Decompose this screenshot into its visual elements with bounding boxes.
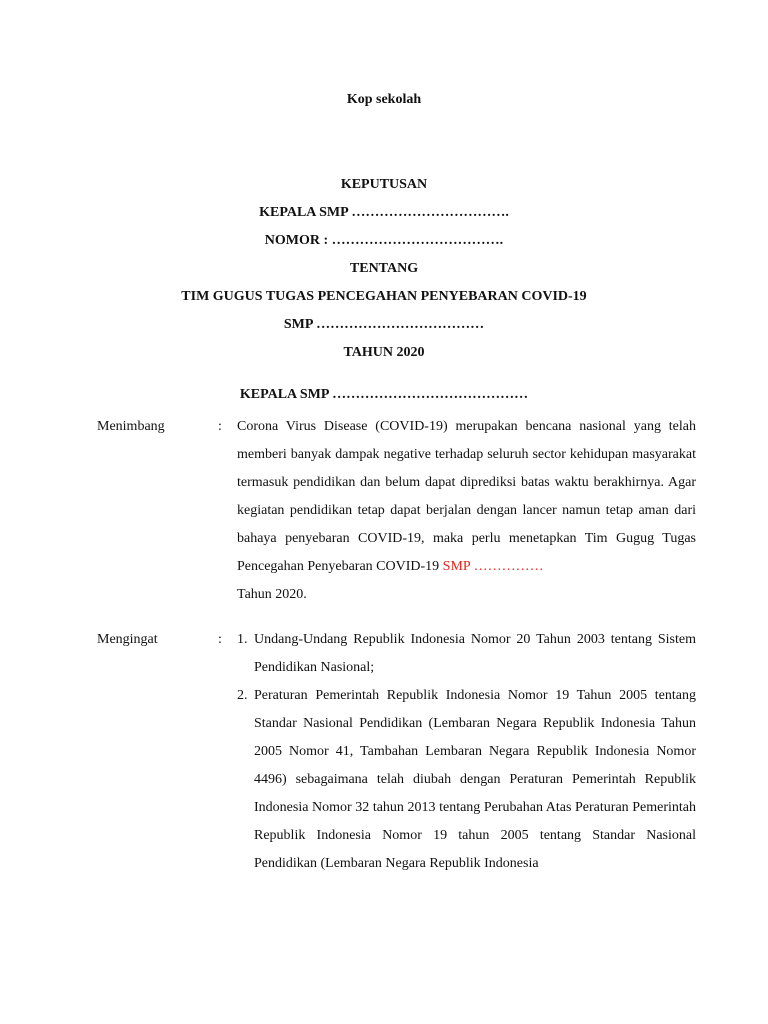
nomor-line: NOMOR : ……………………………….: [264, 233, 504, 248]
list-item-number: 2.: [237, 688, 248, 703]
keputusan-heading: KEPUTUSAN: [340, 177, 428, 192]
tentang-heading: TENTANG: [349, 261, 419, 276]
menimbang-text: Corona Virus Disease (COVID-19) merupakan bencana nasional yang telah memberi banyak dampak negative terhadap seluruh sector kehidupan masyarakat termasuk pendidikan dan belum dapat diprediksi batas waktu berakhirnya. Agar kegiatan pendidikan tetap dapat berjalan dengan lancer namun tetap aman dari bahaya penyebaran COVID-19, maka perlu menetapkan Tim Gugug Tugas Pencegahan Penyebaran COVID-19: [237, 419, 696, 574]
mengingat-label: Mengingat: [97, 632, 158, 647]
menimbang-text-end: Tahun 2020.: [237, 587, 307, 602]
kop-sekolah: Kop sekolah: [346, 92, 422, 107]
mengingat-item-2: [237, 682, 696, 878]
menimbang-colon: :: [218, 419, 222, 434]
mengingat-item-1: [237, 626, 696, 682]
menimbang-smp-highlight: SMP ……………: [442, 559, 544, 574]
list-item-text: Peraturan Pemerintah Republik Indonesia Nomor 19 Tahun 2005 tentang Standar Nasional Pendidikan (Lembaran Negara Republik Indonesia Tahun 2005 Nomor 41, Tambahan Lembaran Negara Republik Indonesia Nomor 4496) sebagaimana telah diubah dengan Peraturan Pemerintah Republik Indonesia Nomor 32 tahun 2013 tentang Perubahan Atas Peraturan Pemerintah Republik Indonesia Nomor 19 tahun 2005 tentang Standar Nasional Pendidikan (Lembaran Negara Republik Indonesia: [254, 688, 696, 871]
mengingat-colon: :: [218, 632, 222, 647]
list-item-text: Undang-Undang Republik Indonesia Nomor 20 Tahun 2003 tentang Sistem Pendidikan Nasional;: [254, 632, 696, 675]
smp-line: SMP ………………………………: [283, 317, 485, 332]
kepala-smp-line: KEPALA SMP …………………………….: [259, 205, 509, 220]
menimbang-label: Menimbang: [97, 419, 165, 434]
menimbang-paragraph: [237, 413, 696, 609]
tim-gugus-heading: TIM GUGUS TUGAS PENCEGAHAN PENYEBARAN COVID-19: [181, 289, 587, 304]
list-item-number: 1.: [237, 632, 248, 647]
kepala-smp-line-2: KEPALA SMP ……………………………………: [239, 387, 529, 402]
tahun-heading: TAHUN 2020: [343, 345, 425, 360]
